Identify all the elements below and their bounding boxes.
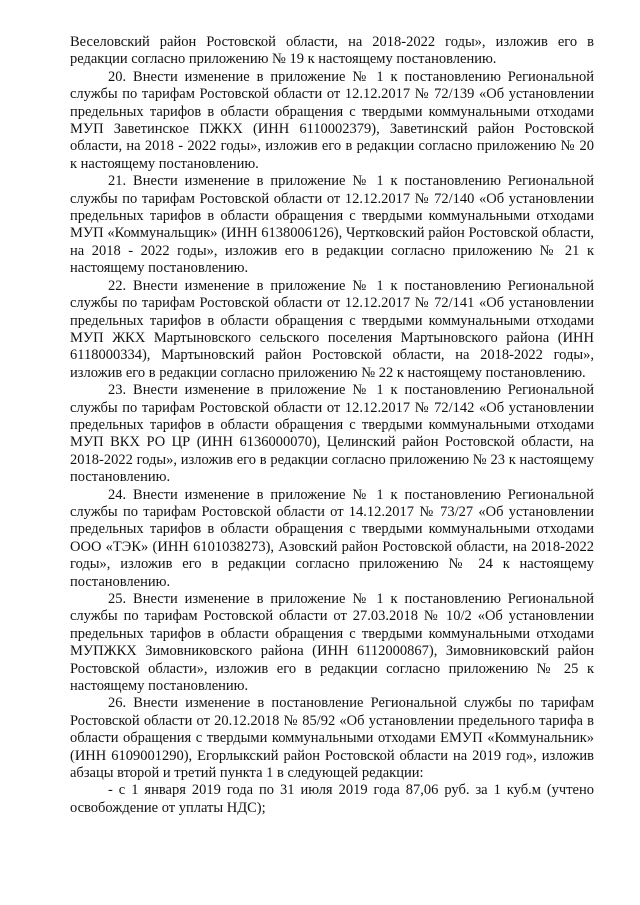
paragraph-25: 25. Внести изменение в приложение № 1 к постановлению Региональной службы по тарифам Ростовской области от 27.03.2018 № 10/2 «Об установлении предельных тарифов в области обращения с твердыми коммунальными отходами МУПЖКХ Зимовниковского района (ИНН 6112000867), Зимовниковский район Ростовской области», изложив его в редакции согласно приложению № 25 к настоящему постановлению.: [70, 591, 594, 695]
paragraph-22: 22. Внести изменение в приложение № 1 к постановлению Региональной службы по тарифам Ростовской области от 12.12.2017 № 72/141 «Об установлении предельных тарифов в области обращения с твердыми коммунальными отходами МУП ЖКХ Мартыновского сельского поселения Мартыновского района (ИНН 6118000334), Мартыновский район Ростовской области, на 2018-2022 годы», изложив его в редакции согласно приложению № 22 к настоящему постановлению.: [70, 277, 594, 381]
paragraph-21: 21. Внести изменение в приложение № 1 к постановлению Региональной службы по тарифам Ростовской области от 12.12.2017 № 72/140 «Об установлении предельных тарифов в области обращения с твердыми коммунальными отходами МУП «Коммунальщик» (ИНН 6138006126), Чертковский район Ростовской области, на 2018 - 2022 годы», изложив его в редакции согласно приложению № 21 к настоящему постановлению.: [70, 173, 594, 277]
paragraph-26: 26. Внести изменение в постановление Региональной службы по тарифам Ростовской области от 20.12.2018 № 85/92 «Об установлении предельного тарифа в области обращения с твердыми коммунальными отходами ЕМУП «Коммунальник» (ИНН 6109001290), Егорлыкский район Ростовской области на 2019 год», изложив абзацы второй и третий пункта 1 в следующей редакции:: [70, 695, 594, 782]
document-page: [70, 34, 594, 817]
paragraph-20: 20. Внести изменение в приложение № 1 к постановлению Региональной службы по тарифам Ростовской области от 12.12.2017 № 72/139 «Об установлении предельных тарифов в области обращения с твердыми коммунальными отходами МУП Заветинское ПЖКХ (ИНН 6110002379), Заветинский район Ростовской области, на 2018 - 2022 годы», изложив его в редакции согласно приложению № 20 к настоящему постановлению.: [70, 68, 594, 172]
paragraph-24: 24. Внести изменение в приложение № 1 к постановлению Региональной службы по тарифам Ростовской области от 14.12.2017 № 73/27 «Об установлении предельных тарифов в области обращения с твердыми коммунальными отходами ООО «ТЭК» (ИНН 6101038273), Азовский район Ростовской области, на 2018-2022 годы», изложив его в редакции согласно приложению № 24 к настоящему постановлению.: [70, 486, 594, 590]
paragraph-23: 23. Внести изменение в приложение № 1 к постановлению Региональной службы по тарифам Ростовской области от 12.12.2017 № 72/142 «Об установлении предельных тарифов в области обращения с твердыми коммунальными отходами МУП ВКХ РО ЦР (ИНН 6136000070), Целинский район Ростовской области, на 2018-2022 годы», изложив его в редакции согласно приложению № 23 к настоящему постановлению.: [70, 382, 594, 486]
paragraph-19-continuation: Веселовский район Ростовской области, на 2018-2022 годы», изложив его в редакции согласно приложению № 19 к настоящему постановлению.: [70, 34, 594, 68]
paragraph-26-dash-item: - с 1 января 2019 года по 31 июля 2019 года 87,06 руб. за 1 куб.м (учтено освобождение от уплаты НДС);: [70, 782, 594, 816]
